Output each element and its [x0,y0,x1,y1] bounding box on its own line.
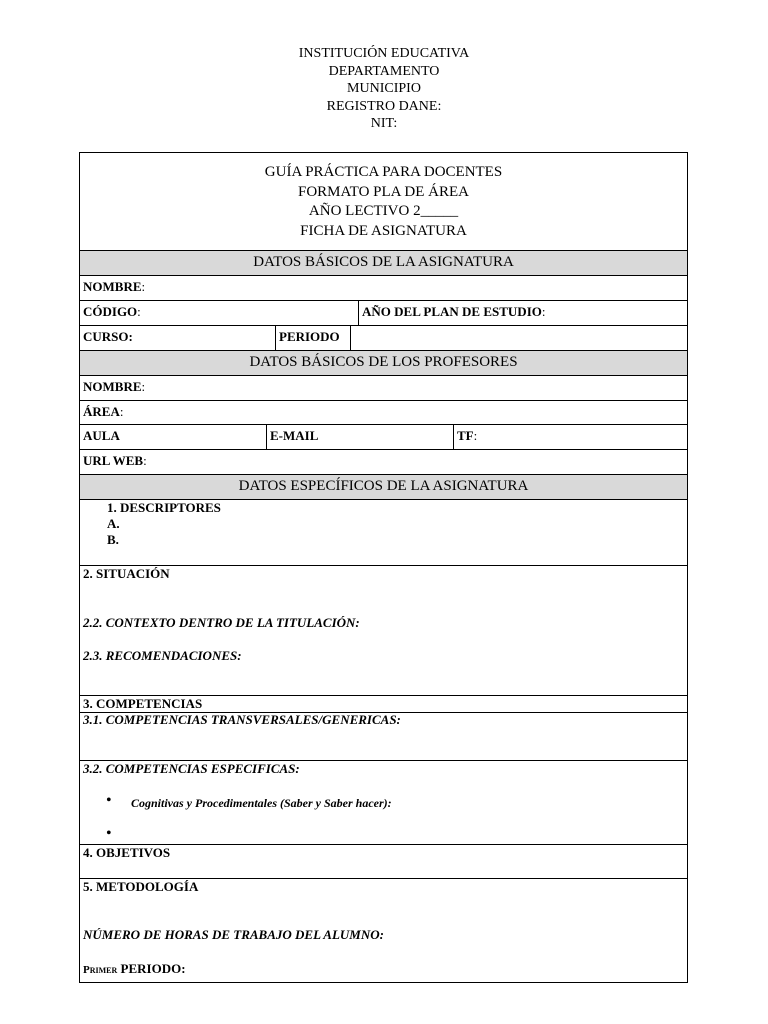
header-institution: INSTITUCIÓN EDUCATIVA [298,46,470,61]
section-competencias-transversales[interactable] [80,712,687,760]
profesor-nombre-colon: : [141,379,146,394]
section-metodologia[interactable] [80,878,687,982]
asignatura-plan-colon: : [541,304,546,319]
field-profesor-url[interactable] [80,450,687,474]
form-table [79,152,688,983]
horas-heading: NÚMERO DE HORAS DE TRABAJO DEL ALUMNO: [83,927,384,942]
field-asignatura-plan[interactable] [358,301,687,325]
institution-header [0,45,768,133]
asignatura-codigo-colon: : [137,304,141,319]
cognitivas-item: Cognitivas y Procedimentales (Saber y Saber hacer): [131,796,392,810]
profesor-tf-label: TF [457,428,474,443]
profesor-area-label: ÁREA [83,404,120,419]
asignatura-nombre-colon: : [141,279,146,294]
section-competencias-especificas[interactable] [80,760,687,844]
section-heading-asignatura-label: DATOS BÁSICOS DE LA ASIGNATURA [253,254,514,270]
field-profesor-area[interactable] [80,401,687,424]
header-nit: NIT: [370,116,398,131]
field-profesor-tf[interactable] [453,425,687,449]
row-asignatura-curso [80,325,687,350]
metodologia-heading: 5. METODOLOGÍA [83,879,199,894]
bullet-cognitivas: • [106,792,112,809]
field-asignatura-periodo-value[interactable] [350,326,687,350]
descriptor-item-b: B. [107,532,119,547]
header-dane-registry: REGISTRO DANE: [326,98,442,114]
primer-periodo [80,961,186,979]
form-title-guide: GUÍA PRÁCTICA PARA DOCENTES [264,164,503,180]
form-title-block [80,153,687,250]
asignatura-curso-label: CURSO: [83,329,133,344]
situacion-heading: 2. SITUACIÓN [83,566,170,581]
section-heading-asignatura [80,250,687,275]
recomendaciones-heading: 2.3. RECOMENDACIONES: [83,648,242,663]
field-asignatura-codigo[interactable] [80,301,358,325]
field-profesor-nombre[interactable] [80,376,687,400]
section-objetivos[interactable] [80,844,687,878]
field-profesor-aula[interactable] [80,425,266,449]
form-title-format: FORMATO PLA DE ÁREA [298,183,469,200]
competencias-heading: 3. COMPETENCIAS [83,696,203,711]
profesor-aula-label: AULA [83,428,120,443]
section-descriptores[interactable] [80,499,687,565]
asignatura-nombre-label: NOMBRE [83,279,142,294]
section-heading-profesores-label: DATOS BÁSICOS DE LOS PROFESORES [249,354,518,370]
profesor-nombre-label: NOMBRE [83,379,142,394]
section-heading-especificos [80,474,687,499]
profesor-url-colon: : [143,453,147,468]
primer-label: Primer [83,964,118,976]
profesor-tf-colon: : [473,428,478,443]
row-asignatura-codigo [80,300,687,325]
field-asignatura-periodo[interactable] [275,326,351,350]
especificas-heading: 3.2. COMPETENCIAS ESPECIFICAS: [83,761,300,776]
bullet-empty: • [106,825,112,842]
profesor-area-colon: : [119,404,124,419]
row-profesor-area [80,400,687,424]
asignatura-codigo-label: CÓDIGO [83,304,138,319]
header-municipality: MUNICIPIO [347,81,421,96]
row-profesor-contacto [80,424,687,449]
field-profesor-email[interactable] [266,425,453,449]
section-heading-especificos-label: DATOS ESPECÍFICOS DE LA ASIGNATURA [238,478,529,494]
descriptor-item-a: A. [107,516,120,531]
field-asignatura-curso[interactable] [80,326,275,350]
row-profesor-url [80,449,687,474]
section-heading-profesores [80,350,687,375]
row-asignatura-nombre [80,275,687,300]
header-department: DEPARTAMENTO [328,63,440,79]
asignatura-plan-label: AÑO DEL PLAN DE ESTUDIO [362,304,542,319]
contexto-heading: 2.2. CONTEXTO DENTRO DE LA TITULACIÓN: [83,615,360,630]
objetivos-heading: 4. OBJETIVOS [83,845,171,860]
field-asignatura-nombre[interactable] [80,276,687,300]
profesor-url-label: URL WEB [83,453,144,468]
periodo-label: PERIODO: [120,961,186,976]
section-situacion[interactable] [80,565,687,695]
descriptores-heading: 1. DESCRIPTORES [107,500,221,515]
form-title-year: AÑO LECTIVO 2_____ [308,203,459,219]
section-competencias [80,695,687,712]
asignatura-periodo-label: PERIODO [279,329,340,344]
transversales-heading: 3.1. COMPETENCIAS TRANSVERSALES/GENERICAS: [83,712,401,727]
profesor-email-label: E-MAIL [270,428,319,443]
form-title-ficha: FICHA DE ASIGNATURA [300,222,467,239]
row-profesor-nombre [80,375,687,400]
